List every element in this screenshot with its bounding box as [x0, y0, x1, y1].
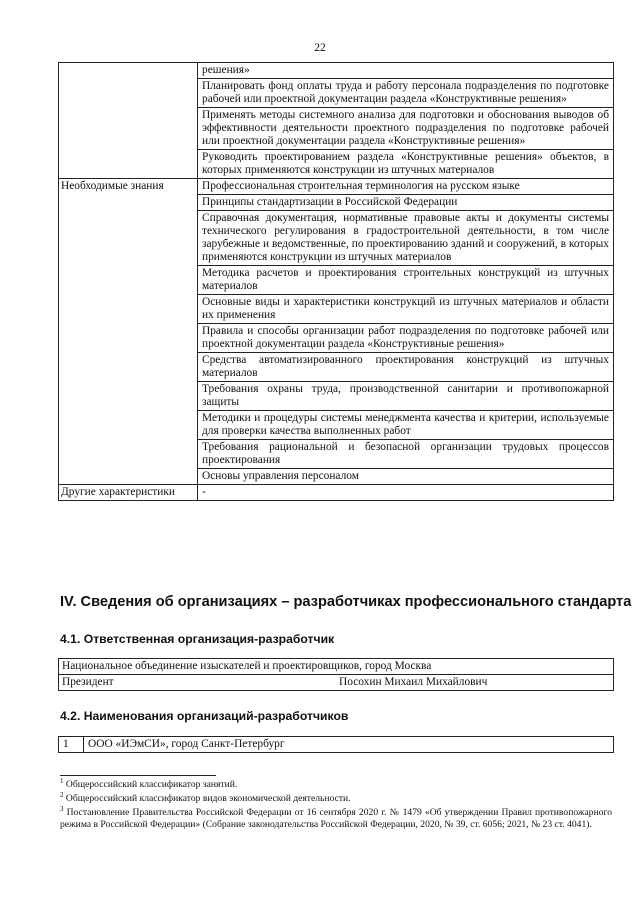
empty-label-cell — [59, 295, 198, 324]
footnote: $^2$ Общероссийский классификатор видов экономической деятельности. — [60, 790, 351, 804]
table-cell: решения» — [198, 63, 614, 79]
empty-label-cell — [59, 353, 198, 382]
table-row — [59, 324, 614, 353]
page-number: 22 — [314, 42, 326, 54]
responsible-heading: 4.1. Ответственная организация-разработчик — [60, 632, 335, 646]
table-cell: Средства автоматизированного проектирования конструкций из штучных материалов — [198, 353, 614, 382]
empty-label-cell — [59, 63, 198, 79]
table-row — [59, 737, 614, 753]
table-row — [59, 469, 614, 485]
table-cell: Планировать фонд оплаты труда и работу персонала подразделения по подготовке рабочей или проектной документации раздела «Конструктивные решения» — [198, 79, 614, 108]
table-row — [59, 411, 614, 440]
empty-label-cell — [59, 79, 198, 108]
table-row — [59, 353, 614, 382]
developers-heading: 4.2. Наименования организаций-разработчиков — [60, 709, 349, 723]
empty-label-cell — [59, 469, 198, 485]
empty-label-cell — [59, 411, 198, 440]
table-row — [59, 211, 614, 266]
table-cell: - — [198, 485, 614, 501]
table-row — [59, 150, 614, 179]
table-cell: Методика расчетов и проектирования строительных конструкций из штучных материалов — [198, 266, 614, 295]
table-row — [59, 440, 614, 469]
table-cell: Принципы стандартизации в Российской Федерации — [198, 195, 614, 211]
empty-label-cell — [59, 324, 198, 353]
empty-label-cell — [59, 108, 198, 150]
footnote-divider — [60, 775, 216, 776]
table-cell: Руководить проектированием раздела «Конструктивные решения» объектов, в которых применяются конструкции из штучных материалов — [198, 150, 614, 179]
table-row — [59, 675, 614, 691]
knowledge-table — [58, 62, 614, 501]
empty-label-cell — [59, 266, 198, 295]
table-row — [59, 195, 614, 211]
table-cell: Профессиональная строительная терминология на русском языке — [198, 179, 614, 195]
table-row — [59, 179, 614, 195]
developers-table — [58, 736, 614, 753]
org-name: Национальное объединение изыскателей и проектировщиков, город Москва — [59, 659, 614, 675]
empty-label-cell — [59, 150, 198, 179]
developer-name: ООО «ИЭмСИ», город Санкт-Петербург — [84, 737, 614, 753]
table-cell: Методики и процедуры системы менеджмента качества и критерии, используемые для проверки качества выполненных работ — [198, 411, 614, 440]
table-row — [59, 485, 614, 501]
section-title: IV. Сведения об организациях – разработчиках профессионального стандарта — [60, 594, 632, 610]
table-row — [59, 63, 614, 79]
table-cell: Основы управления персоналом — [198, 469, 614, 485]
responsible-table — [58, 658, 614, 691]
table-cell: Основные виды и характеристики конструкций из штучных материалов и области их применения — [198, 295, 614, 324]
row-number: 1 — [59, 737, 84, 753]
table-cell: Требования рациональной и безопасной организации трудовых процессов проектирования — [198, 440, 614, 469]
position: Президент — [59, 675, 337, 691]
table-cell: Справочная документация, нормативные правовые акты и документы системы технического регулирования в градостроительной деятельности, в том числе зарубежные и ведомственные, по проектированию зданий и сооружений, в которых применяются конструкции из штучных материалов — [198, 211, 614, 266]
footnote: $^3$ Постановление Правительства Российской Федерации от 16 сентября 2020 г. № 1479 «Об утверждении Правил противопожарного режима в Российской Федерации» (Собрание законодательства Российской Федерации, 2020, № 39, ст. 6056; 2021, № 23 ст. 4041). — [60, 804, 612, 830]
knowledge-label: Необходимые знания — [59, 179, 198, 195]
empty-label-cell — [59, 440, 198, 469]
table-row — [59, 108, 614, 150]
footnote: $^1$ Общероссийский классификатор занятий. — [60, 776, 238, 790]
table-row — [59, 382, 614, 411]
footnotes — [60, 776, 612, 833]
table-row — [59, 79, 614, 108]
table-row — [59, 295, 614, 324]
person-name: Посохин Михаил Михайлович — [336, 675, 614, 691]
table-cell: Требования охраны труда, производственной санитарии и противопожарной защиты — [198, 382, 614, 411]
empty-label-cell — [59, 211, 198, 266]
table-cell: Правила и способы организации работ подразделения по подготовке рабочей или проектной документации раздела «Конструктивные решения» — [198, 324, 614, 353]
table-cell: Применять методы системного анализа для подготовки и обоснования выводов об эффективности деятельности проектного подразделения по подготовке рабочей или проектной документации раздела «Конструктивные решения» — [198, 108, 614, 150]
empty-label-cell — [59, 382, 198, 411]
table-row — [59, 266, 614, 295]
table-row — [59, 659, 614, 675]
other-characteristics-label: Другие характеристики — [59, 485, 198, 501]
empty-label-cell — [59, 195, 198, 211]
